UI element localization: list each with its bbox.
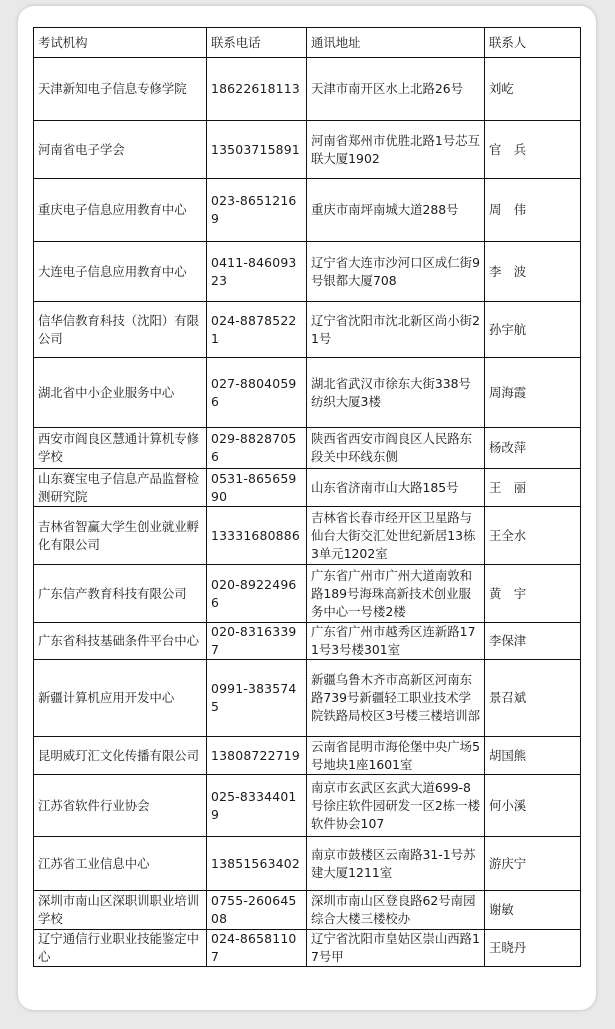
cell-phone: 0411-84609323 [207,242,307,302]
table-row [34,737,581,775]
cell-phone: 029-88287056 [207,428,307,469]
cell-phone: 13503715891 [207,121,307,179]
cell-org: 西安市阎良区慧通计算机专修学校 [34,428,207,469]
table-row [34,565,581,623]
cell-address: 云南省昆明市海伦堡中央广场5号地块1座1601室 [307,737,485,775]
table-row [34,58,581,121]
cell-address: 河南省郑州市优胜北路1号芯互联大厦1902 [307,121,485,179]
cell-org: 新疆计算机应用开发中心 [34,660,207,737]
cell-org: 辽宁通信行业职业技能鉴定中心 [34,930,207,967]
cell-contact: 景召斌 [485,660,581,737]
header-contact: 联系人 [485,28,581,58]
table-row [34,428,581,469]
cell-phone: 024-88785221 [207,302,307,358]
cell-org: 江苏省工业信息中心 [34,837,207,891]
cell-org: 湖北省中小企业服务中心 [34,358,207,428]
exam-institution-table [33,27,581,967]
cell-org: 广东信产教育科技有限公司 [34,565,207,623]
cell-phone: 13808722719 [207,737,307,775]
cell-address: 广东省广州市广州大道南敦和路189号海珠高新技术创业服务中心一号楼2楼 [307,565,485,623]
table-row [34,242,581,302]
cell-contact: 刘屹 [485,58,581,121]
cell-org: 吉林省智赢大学生创业就业孵化有限公司 [34,507,207,565]
cell-phone: 0991-3835745 [207,660,307,737]
cell-org: 重庆电子信息应用教育中心 [34,179,207,242]
cell-phone: 0531-86565990 [207,469,307,507]
cell-org: 深圳市南山区深职训职业培训学校 [34,891,207,930]
cell-address: 南京市玄武区玄武大道699-8号徐庄软件园研发一区2栋一楼软件协会107 [307,775,485,837]
cell-phone: 18622618113 [207,58,307,121]
header-org: 考试机构 [34,28,207,58]
table-header-row [34,28,581,58]
table-row [34,623,581,660]
table-row [34,179,581,242]
cell-contact: 谢敏 [485,891,581,930]
cell-address: 辽宁省大连市沙河口区成仁街9号银都大厦708 [307,242,485,302]
cell-phone: 13331680886 [207,507,307,565]
cell-phone: 020-83163397 [207,623,307,660]
cell-contact: 官 兵 [485,121,581,179]
cell-phone: 025-83344019 [207,775,307,837]
cell-phone: 027-88040596 [207,358,307,428]
cell-address: 陕西省西安市阎良区人民路东段关中环线东侧 [307,428,485,469]
cell-contact: 周海霞 [485,358,581,428]
table-row [34,891,581,930]
header-phone: 联系电话 [207,28,307,58]
cell-address: 山东省济南市山大路185号 [307,469,485,507]
cell-address: 辽宁省沈阳市沈北新区尚小街21号 [307,302,485,358]
cell-contact: 王全水 [485,507,581,565]
cell-contact: 周 伟 [485,179,581,242]
cell-contact: 王晓丹 [485,930,581,967]
cell-org: 天津新知电子信息专修学院 [34,58,207,121]
cell-org: 山东赛宝电子信息产品监督检测研究院 [34,469,207,507]
cell-address: 吉林省长春市经开区卫星路与仙台大街交汇处世纪新居13栋3单元1202室 [307,507,485,565]
cell-contact: 胡国熊 [485,737,581,775]
cell-org: 河南省电子学会 [34,121,207,179]
cell-phone: 020-89224966 [207,565,307,623]
cell-org: 大连电子信息应用教育中心 [34,242,207,302]
cell-org: 广东省科技基础条件平台中心 [34,623,207,660]
cell-address: 南京市鼓楼区云南路31-1号苏建大厦1211室 [307,837,485,891]
cell-address: 广东省广州市越秀区连新路171号3号楼301室 [307,623,485,660]
table-row [34,469,581,507]
table-row [34,507,581,565]
cell-org: 信华信教育科技（沈阳）有限公司 [34,302,207,358]
cell-address: 辽宁省沈阳市皇姑区崇山西路17号甲 [307,930,485,967]
table-row [34,775,581,837]
cell-org: 昆明威玎汇文化传播有限公司 [34,737,207,775]
cell-org: 江苏省软件行业协会 [34,775,207,837]
cell-phone: 024-86581107 [207,930,307,967]
cell-contact: 黄 宇 [485,565,581,623]
cell-phone: 13851563402 [207,837,307,891]
table-row [34,837,581,891]
cell-address: 湖北省武汉市徐东大街338号纺织大厦3楼 [307,358,485,428]
cell-contact: 李保津 [485,623,581,660]
table-row [34,358,581,428]
cell-address: 新疆乌鲁木齐市高新区河南东路739号新疆轻工职业技术学院铁路局校区3号楼三楼培训部 [307,660,485,737]
cell-contact: 杨改萍 [485,428,581,469]
cell-contact: 何小溪 [485,775,581,837]
table-row [34,302,581,358]
cell-phone: 0755-26064508 [207,891,307,930]
table-row [34,930,581,967]
cell-address: 深圳市南山区登良路62号南园综合大楼三楼校办 [307,891,485,930]
cell-address: 重庆市南坪南城大道288号 [307,179,485,242]
cell-contact: 游庆宁 [485,837,581,891]
cell-contact: 孙宇航 [485,302,581,358]
table-row [34,121,581,179]
cell-phone: 023-86512169 [207,179,307,242]
cell-contact: 李 波 [485,242,581,302]
table-row [34,660,581,737]
header-address: 通讯地址 [307,28,485,58]
cell-address: 天津市南开区水上北路26号 [307,58,485,121]
cell-contact: 王 丽 [485,469,581,507]
